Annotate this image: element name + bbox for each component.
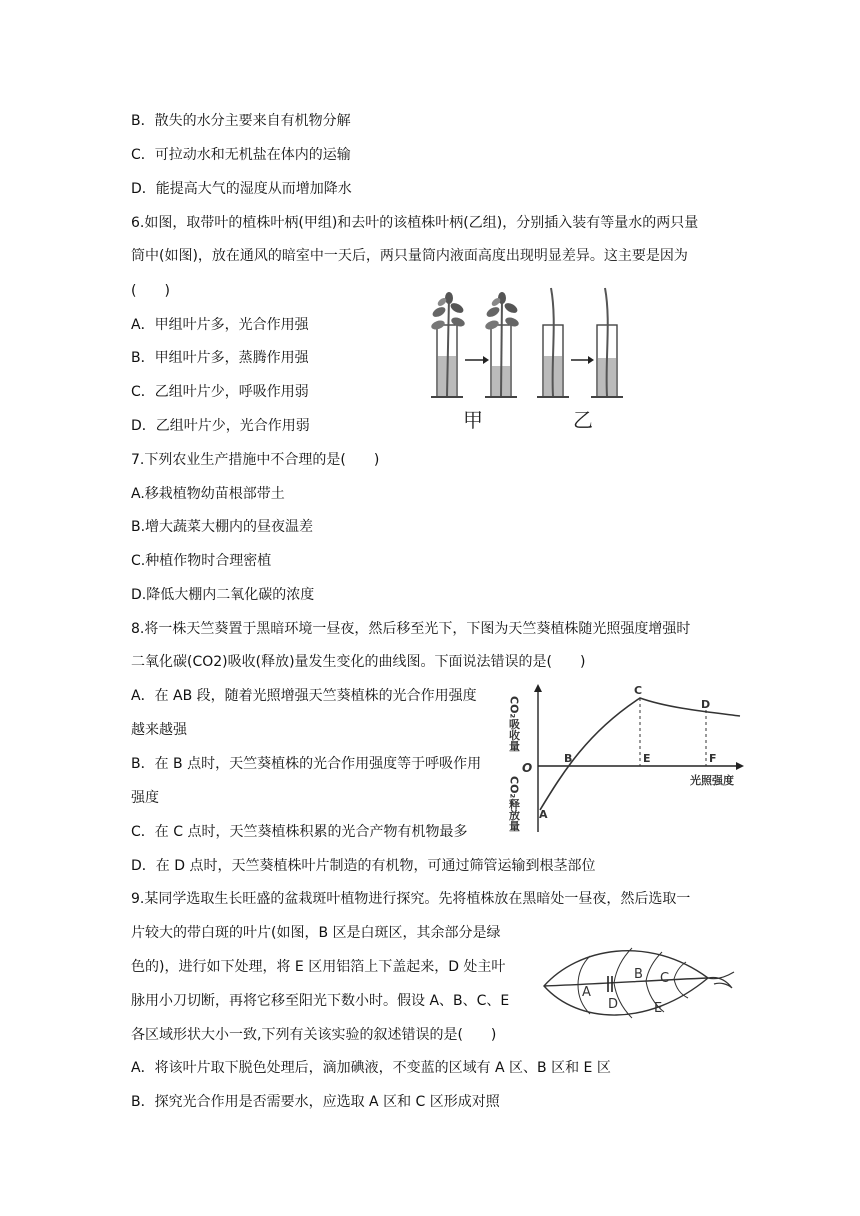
option-8a-line2: 越来越强	[131, 722, 187, 738]
point-d: D	[701, 698, 711, 711]
x-axis-label: 光照强度	[690, 774, 734, 787]
option-8d: D．在 D 点时，天竺葵植株叶片制造的有机物，可通过筛管运输到根茎部位	[131, 858, 596, 874]
option-7b: B.增大蔬菜大棚内的昼夜温差	[131, 519, 314, 535]
option-6a: A．甲组叶片多，光合作用强	[131, 317, 309, 333]
leaf-figure	[538, 928, 738, 1038]
option-7c: C.种植作物时合理密植	[131, 553, 272, 569]
point-b: B	[564, 752, 573, 765]
question-8-line1: 8.将一株天竺葵置于黑暗环境一昼夜，然后移至光下，下图为天竺葵植株随光照强度增强时	[131, 621, 691, 637]
point-a: A	[539, 808, 548, 821]
option-8a-line1: A．在 AB 段，随着光照增强天竺葵植株的光合作用强度	[131, 688, 477, 704]
option-5d: D．能提高大气的湿度从而增加降水	[131, 181, 352, 197]
question-6-line2: 筒中(如图)，放在通风的暗室中一天后，两只量筒内液面高度出现明显差异。这主要是因为	[131, 248, 688, 264]
region-a: A	[582, 985, 591, 1000]
question-7: 7.下列农业生产措施中不合理的是( )	[131, 452, 380, 468]
question-9-line3: 色的)，进行如下处理，将 E 区用铝箔上下盖起来，D 处主叶	[131, 959, 506, 975]
cylinder-figure	[425, 280, 625, 435]
option-5c: C．可拉动水和无机盐在体内的运输	[131, 147, 351, 163]
point-f: F	[709, 752, 717, 765]
cylinder-yi-after	[591, 288, 623, 397]
co2-curve-figure	[508, 682, 748, 842]
cylinder-jia-after	[484, 292, 520, 397]
region-b: B	[634, 967, 643, 982]
point-c: C	[634, 684, 643, 697]
origin-label: O	[522, 761, 533, 775]
region-c: C	[660, 971, 670, 986]
question-8-line2: 二氧化碳(CO2)吸收(释放)量发生变化的曲线图。下面说法错误的是( )	[131, 654, 586, 670]
arrow-icon	[571, 356, 594, 364]
label-yi: 乙	[573, 408, 593, 432]
region-e: E	[654, 1001, 663, 1016]
label-jia: 甲	[463, 408, 483, 432]
option-6b: B．甲组叶片多，蒸腾作用强	[131, 350, 309, 366]
option-7a: A.移栽植物幼苗根部带土	[131, 486, 285, 502]
question-9-line2: 片较大的带白斑的叶片(如图，B 区是白斑区，其余部分是绿	[131, 925, 501, 941]
question-6-line3: ( )	[131, 283, 170, 299]
option-8b-line2: 强度	[131, 790, 159, 806]
arrow-icon	[465, 356, 489, 364]
y-axis-bottom-label: CO₂释放量	[508, 776, 521, 832]
question-9-line1: 9.某同学选取生长旺盛的盆栽斑叶植物进行探究。先将植株放在黑暗处一昼夜，然后选取一	[131, 891, 691, 907]
region-d: D	[608, 997, 619, 1012]
cylinder-jia-before	[430, 292, 466, 397]
option-9a: A．将该叶片取下脱色处理后，滴加碘液，不变蓝的区域有 A 区、B 区和 E 区	[131, 1060, 611, 1076]
question-9-line5: 各区域形状大小一致,下列有关该实验的叙述错误的是( )	[131, 1027, 497, 1043]
option-6c: C．乙组叶片少，呼吸作用弱	[131, 384, 309, 400]
option-8c: C．在 C 点时，天竺葵植株积累的光合产物有机物最多	[131, 824, 468, 840]
cylinder-yi-before	[537, 288, 569, 397]
question-9-line4: 脉用小刀切断，再将它移至阳光下数小时。假设 A、B、C、E	[131, 993, 510, 1009]
option-9b: B．探究光合作用是否需要水，应选取 A 区和 C 区形成对照	[131, 1094, 500, 1110]
y-axis-top-label: CO₂吸收量	[508, 696, 521, 752]
option-5b: B．散失的水分主要来自有机物分解	[131, 113, 351, 129]
question-6-line1: 6.如图，取带叶的植株叶柄(甲组)和去叶的该植株叶柄(乙组)，分别插入装有等量水的两只量	[131, 215, 699, 231]
point-e: E	[643, 752, 651, 765]
option-6d: D．乙组叶片少，光合作用弱	[131, 418, 310, 434]
option-8b-line1: B．在 B 点时，天竺葵植株的光合作用强度等于呼吸作用	[131, 756, 482, 772]
option-7d: D.降低大棚内二氧化碳的浓度	[131, 587, 315, 603]
